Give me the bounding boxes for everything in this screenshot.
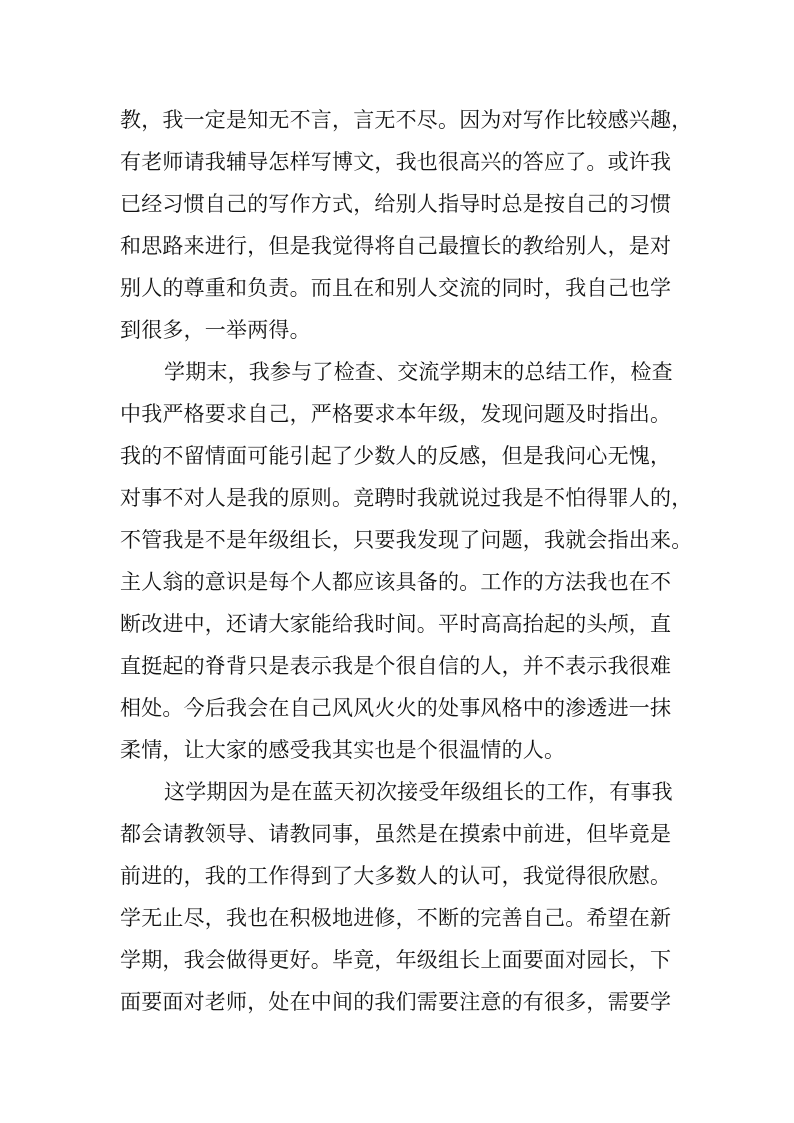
- paragraph-first-line: 这学期因为是在蓝天初次接受年级组长的工作，有事我: [164, 780, 673, 804]
- text-line: 我的不留情面可能引起了少数人的反感，但是我问心无愧，: [120, 444, 672, 468]
- text-line: 不管我是不是年级组长，只要我发现了问题，我就会指出来。: [120, 528, 693, 552]
- text-line: 面要面对老师，处在中间的我们需要注意的有很多，需要学: [120, 990, 672, 1014]
- text-line: 前进的，我的工作得到了大多数人的认可，我觉得很欣慰。: [120, 864, 672, 888]
- text-line: 已经习惯自己的写作方式，给别人指导时总是按自己的习惯: [120, 192, 672, 216]
- text-line: 和思路来进行，但是我觉得将自己最擅长的教给别人，是对: [120, 234, 672, 258]
- text-line: 都会请教领导、请教同事，虽然是在摸索中前进，但毕竟是: [120, 822, 672, 846]
- text-line: 学无止尽，我也在积极地进修，不断的完善自己。希望在新: [120, 906, 672, 930]
- text-line: 主人翁的意识是每个人都应该具备的。工作的方法我也在不: [120, 570, 672, 594]
- text-line: 直挺起的脊背只是表示我是个很自信的人，并不表示我很难: [120, 654, 672, 678]
- text-line: 中我严格要求自己，严格要求本年级，发现问题及时指出。: [120, 402, 672, 426]
- text-line: 教，我一定是知无不言，言无不尽。因为对写作比较感兴趣，: [120, 108, 693, 132]
- text-line: 学期，我会做得更好。毕竟，年级组长上面要面对园长，下: [120, 948, 672, 972]
- text-line: 别人的尊重和负责。而且在和别人交流的同时，我自己也学: [120, 276, 672, 300]
- text-line: 到很多，一举两得。: [120, 318, 311, 342]
- text-line: 对事不对人是我的原则。竞聘时我就说过我是不怕得罪人的，: [120, 486, 693, 510]
- text-line: 相处。今后我会在自己风风火火的处事风格中的渗透进一抹: [120, 696, 672, 720]
- text-line: 有老师请我辅导怎样写博文，我也很高兴的答应了。或许我: [120, 150, 672, 174]
- paragraph-first-line: 学期末，我参与了检查、交流学期末的总结工作，检查: [164, 360, 673, 384]
- text-line: 柔情，让大家的感受我其实也是个很温情的人。: [120, 738, 566, 762]
- text-line: 断改进中，还请大家能给我时间。平时高高抬起的头颅，直: [120, 612, 672, 636]
